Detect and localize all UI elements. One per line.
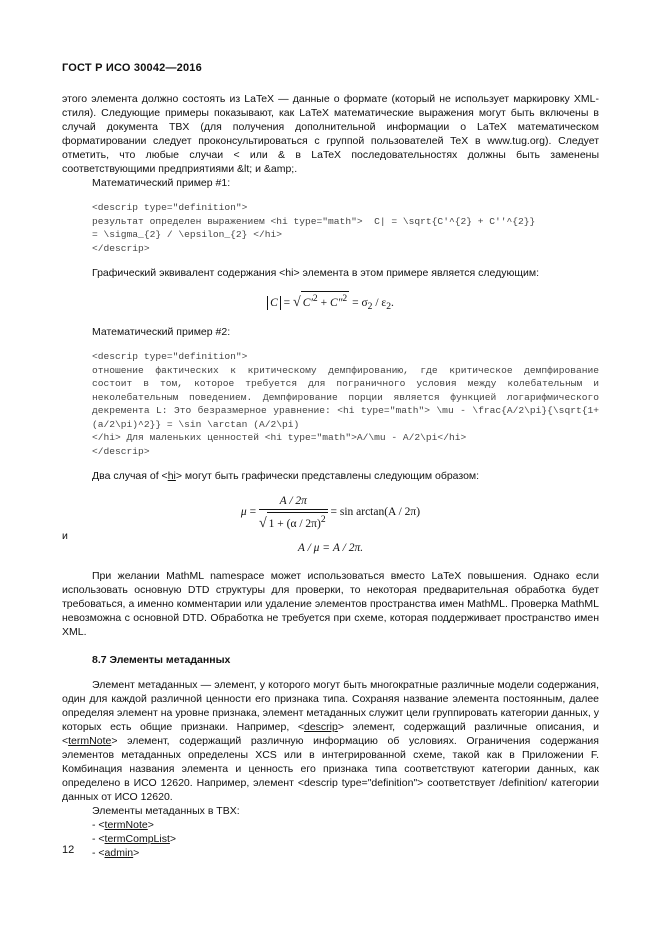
formula-1-slash: / ε (372, 296, 387, 309)
meta-list (62, 818, 599, 860)
page-number: 12 (62, 844, 75, 856)
formula-2 (62, 494, 599, 531)
admin-list-link[interactable]: admin (104, 846, 134, 859)
running-header: ГОСТ Р ИСО 30042—2016 (62, 62, 202, 74)
formula-2-eq: = (249, 506, 257, 519)
formula-1-eq: = (283, 296, 291, 309)
formula-2-fraction (259, 494, 328, 531)
termnote-link[interactable]: termNote (68, 734, 112, 747)
list-item: - <admin> (92, 846, 140, 859)
section-title-8-7: 8.7 Элементы метаданных (92, 653, 231, 666)
formula-1-c2-sup: 2 (342, 293, 348, 304)
formula-1-c2: C″ (329, 296, 343, 309)
formula-2-den-sup: 2 (320, 514, 326, 526)
and-word: и (62, 529, 68, 542)
meta-text-2: > элемент, содержащий различные описания, и < (62, 720, 599, 747)
formula-1-c1: C′ (302, 296, 313, 309)
paragraph-latex-intro: этого элемента должно состоять из LaTeX — данные о формате (который не использует маркировку XML-стиля). Следующие примеры показывают, как LaTeX математические выражения могут быть включены в случай документа TBX (для получения дополнительной информации о LaTeX математическом форматировании следует проконсультироваться с группой пользователей TeX в www.tug.org). Следует отметить, что любые случаи < или & в LaTeX последовательностях должны быть заменены соответствующими предприятиями &lt; и &amp;. (62, 93, 599, 175)
formula-2-denominator: √ 1 + (α / 2π)$^2$ (258, 514, 326, 531)
math-example-2-label: Математический пример #2: (92, 326, 231, 339)
meta-text-1: Элемент метаданных — элемент, у которого могут быть многократные различные модели содержания, один для каждой различной ценности его признака типа. Сохраняя название элемента постоянным, далее определяя элемент на уровне признака, элемент метаданных служит цели группировать категории данных, у которых есть общие признаки. Например, < (62, 678, 599, 733)
formula-2-numerator: A / 2π (259, 494, 328, 510)
formula-2-mu: μ (240, 506, 247, 519)
meta-text-3: > элемент, содержащий различную информацию об условиях. Ограничения содержания элементов метаданных определены XCS или в интегрированной схеме, такой как в Приложении F. Комбинация названия элемента и ценность его признака типа соответствуют категории данных, как определено в ИСО 12620. Например, элемент <descrip type="definition"> соответствует /definition/ категории данных от ИСО 12620. (62, 734, 599, 803)
formula-3: A / μ = A / 2π. (297, 541, 364, 554)
formula-1-c1-sup: 2 (312, 293, 318, 304)
descrip-link[interactable]: descrip (304, 720, 338, 733)
two-cases-after: > могут быть графически представлены следующим образом: (175, 470, 480, 483)
list-item: - <termCompList> (92, 832, 177, 845)
formula-1: C = √ $C'^2 + C''^2 = \sigma_2 / \varepsilon_2$. (62, 291, 599, 314)
code-block-2: <descrip type="definition"> отношение фактических к критическому демпфированию, где критическое демпфирование состоит в том, которое требуется для пограничного условия между колебательным и неколебательным поведением. Демпфирование порции является функцией логарифмического декремента L: Это безразмерное уравнение: <hi type="math"> \mu - \frac{A/2\pi}{\sqrt{1+(a/2\pi)^2}} = \sin \arctan (A/2\pi) </hi> Для маленьких ценностей <hi type="math">A/\mu - A/2\pi</hi> </descrip> (92, 351, 599, 457)
formula-1-sub1: 2 (367, 301, 373, 313)
formula-1-lhs: C (267, 296, 281, 310)
paragraph-metadata (62, 678, 599, 804)
math-example-1-label: Математический пример #1: (92, 177, 231, 189)
two-cases-text (62, 469, 599, 483)
paragraph-mathml: При желании MathML namespace может использоваться вместо LaTeX повышения. Однако если использовать основную DTD структуры для проверки, то некоторая предварительная обработка будет требоваться, а именно комментарии или удаление элементов пространства имен MathML. Проверка MathML невозможна с основной DTD. Обработка не требуется при схеме, которая поддерживает пространство имен XML. (62, 569, 599, 638)
hi-link[interactable]: hi (167, 470, 176, 483)
formula-2-rhs: = sin arctan(A / 2π) (330, 506, 421, 519)
two-cases-before: Два случая of < (92, 470, 168, 483)
list-item: - <termNote> (92, 818, 154, 831)
termcomplist-list-link[interactable]: termCompList (104, 832, 170, 845)
formula-1-sub2: 2 (386, 301, 392, 313)
formula-1-end: . (391, 296, 394, 309)
graphic-equivalent-text: Графический эквивалент содержания <hi> элемента в этом примере является следующим: (92, 267, 540, 279)
page-body (62, 92, 599, 860)
meta-list-title: Элементы метаданных в TBX: (92, 804, 240, 817)
formula-1-plus: + (320, 296, 328, 309)
termnote-list-link[interactable]: termNote (104, 818, 148, 831)
code-block-1: <descrip type="definition"> результат определен выражением <hi type="math"> C| = \sqrt{C'^{2} + C''^{2}} = \sigma_{2} / \epsilon_{2} </hi> </descrip> (92, 202, 536, 254)
formula-1-rhs: = σ (352, 296, 368, 309)
formula-2-den-body: 1 + (α / 2π) (268, 517, 321, 530)
